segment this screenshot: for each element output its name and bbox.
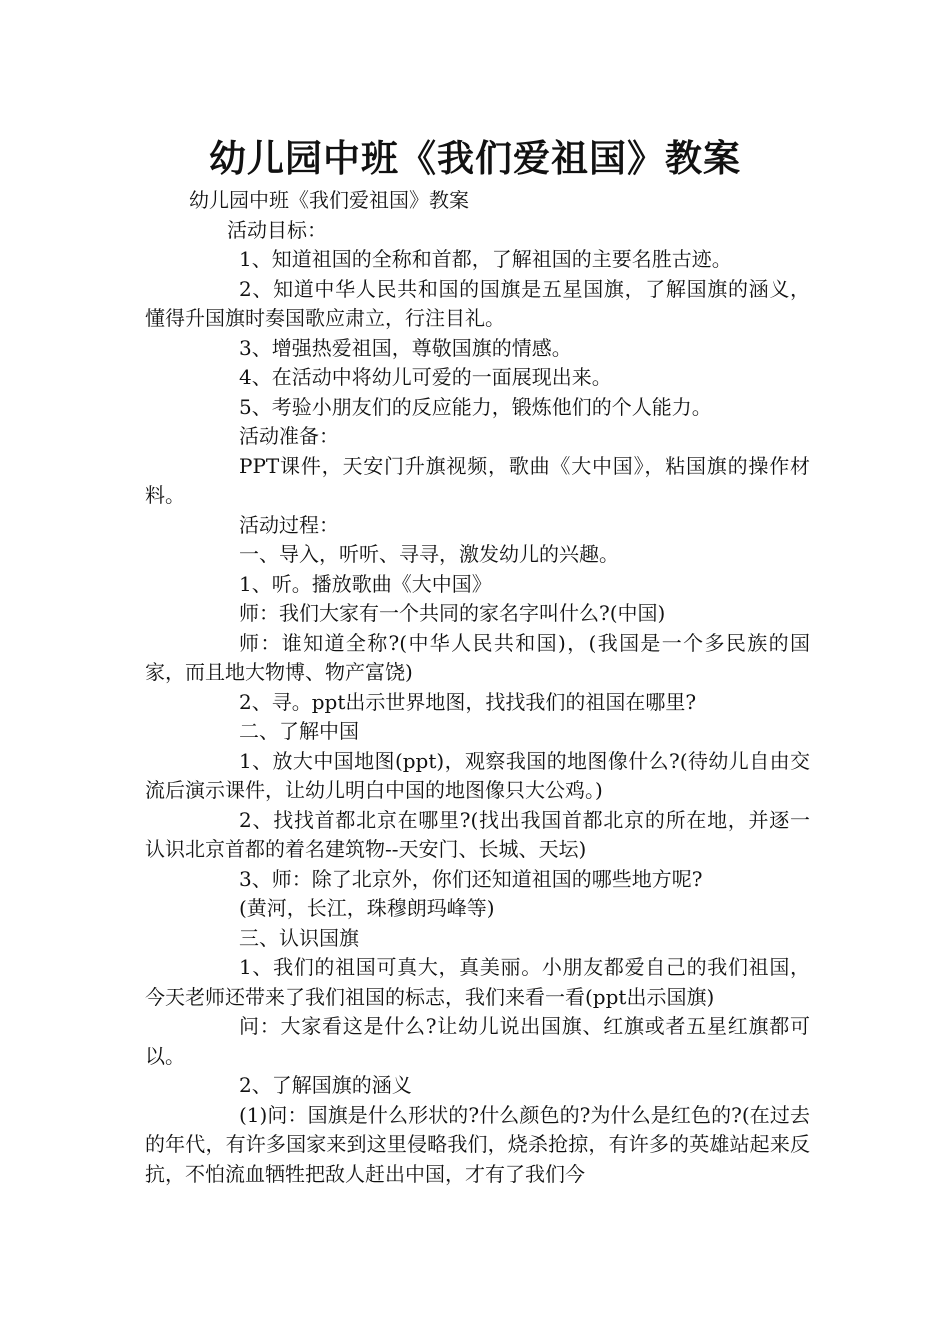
paragraph: 1、放大中国地图(ppt)，观察我国的地图像什么?(待幼儿自由交流后演示课件，让幼儿明白中国的地图像只大公鸡。) (145, 748, 810, 802)
paragraph: 2、寻。ppt出示世界地图，找找我们的祖国在哪里? (239, 689, 697, 714)
paragraph: 二、了解中国 (239, 719, 359, 743)
paragraph: 1、听。播放歌曲《大中国》 (239, 571, 492, 596)
paragraph: (1)问：国旗是什么形状的?什么颜色的?为什么是红色的?(在过去的年代，有许多国家来到这里侵略我们，烧杀抢掠，有许多的英雄站起来反抗，不怕流血牺牲把敌人赶出中国，才有了我们今 (145, 1102, 810, 1186)
paragraph: 活动准备： (239, 424, 339, 448)
paragraph: 三、认识国旗 (239, 925, 359, 950)
paragraph: 幼儿园中班《我们爱祖国》教案 (189, 188, 469, 212)
paragraph: 2、找找首都北京在哪里?(找出我国首都北京的所在地，并逐一认识北京首都的着名建筑物--天安门、长城、天坛) (145, 807, 810, 861)
paragraph: 师：我们大家有一个共同的家名字叫什么?(中国) (239, 601, 666, 625)
document-title: 幼儿园中班《我们爱祖国》教案 (209, 137, 741, 180)
paragraph: 2、知道中华人民共和国的国旗是五星国旗，了解国旗的涵义，懂得升国旗时奏国歌应肃立，行注目礼。 (145, 276, 810, 330)
paragraph: (黄河，长江，珠穆朗玛峰等) (239, 896, 495, 920)
paragraph: 4、在活动中将幼儿可爱的一面展现出来。 (239, 365, 612, 389)
paragraph: 活动过程： (239, 512, 339, 537)
paragraph: 1、知道祖国的全称和首都，了解祖国的主要名胜古迹。 (239, 247, 732, 271)
paragraph: 5、考验小朋友们的反应能力，锻炼他们的个人能力。 (239, 394, 712, 419)
paragraph: PPT课件，天安门升旗视频，歌曲《大中国》，粘国旗的操作材料。 (145, 453, 810, 507)
paragraph: 一、导入，听听、寻寻，激发幼儿的兴趣。 (239, 542, 619, 566)
paragraph: 3、增强热爱祖国，尊敬国旗的情感。 (239, 335, 572, 360)
document-body (145, 186, 810, 1189)
paragraph: 问：大家看这是什么?让幼儿说出国旗、红旗或者五星红旗都可以。 (145, 1014, 810, 1068)
paragraph: 活动目标： (227, 217, 327, 242)
paragraph: 3、师：除了北京外，你们还知道祖国的哪些地方呢? (239, 866, 703, 891)
paragraph: 师：谁知道全称?(中华人民共和国)，(我国是一个多民族的国家，而且地大物博、物产富饶) (145, 630, 810, 684)
paragraph: 1、我们的祖国可真大，真美丽。小朋友都爱自己的我们祖国，今天老师还带来了我们祖国的标志，我们来看一看(ppt出示国旗) (145, 955, 810, 1009)
paragraph: 2、了解国旗的涵义 (239, 1073, 412, 1097)
